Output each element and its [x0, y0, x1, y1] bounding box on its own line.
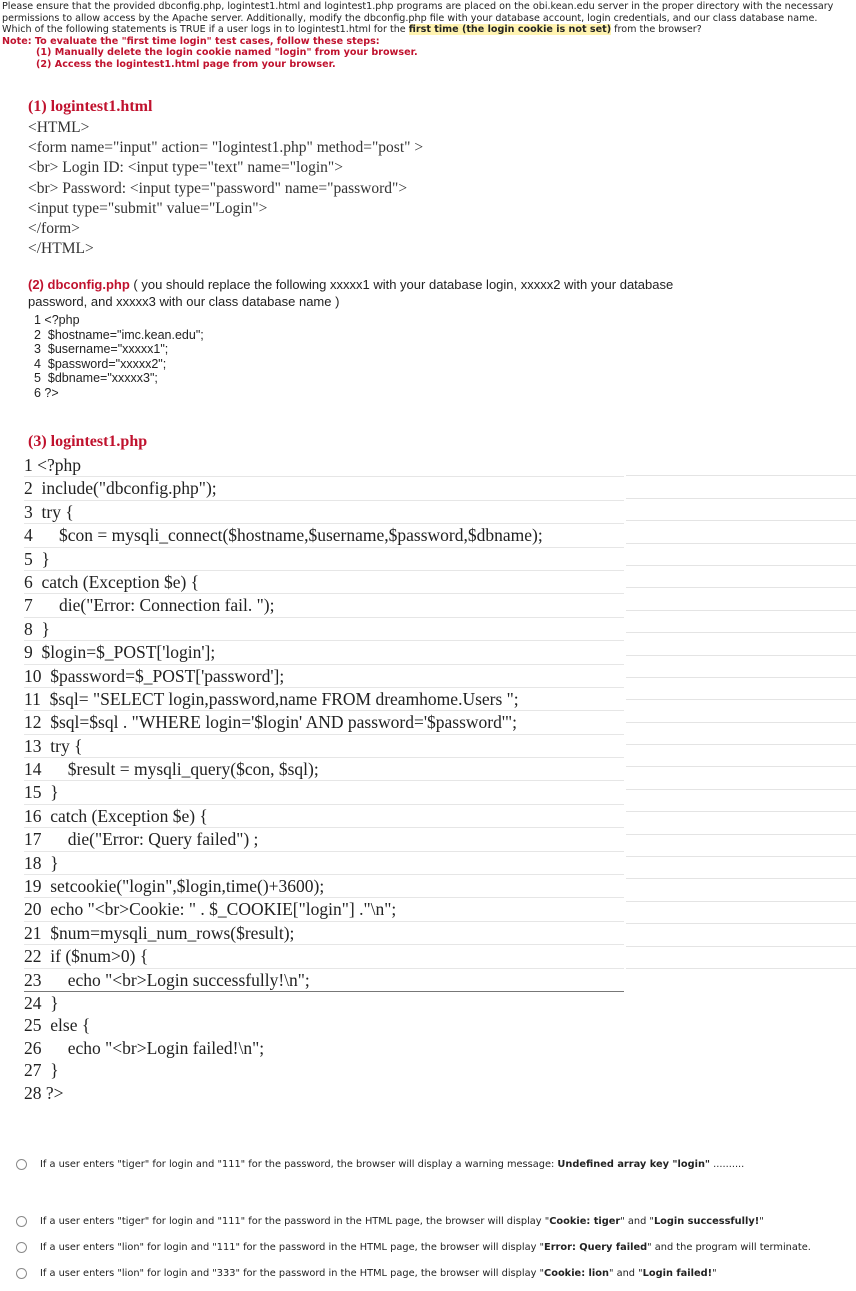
code-line: <br> Login ID: <input type="text" name="login">: [28, 159, 343, 177]
code-line: 13 try {: [24, 735, 624, 758]
code-line: 6 catch (Exception $e) {: [24, 571, 624, 594]
code-line: 26 echo "<br>Login failed!\n";: [24, 1037, 265, 1058]
code-line: 22 if ($num>0) {: [24, 945, 624, 968]
section-2-desc-1: ( you should replace the following xxxxx1 with your database login, xxxxx2 with your database: [129, 277, 674, 292]
code-line: 28 ?>: [24, 1082, 64, 1103]
code-line: 2 $hostname="imc.kean.edu";: [34, 327, 204, 342]
code-line: 20 echo "<br>Cookie: " . $_COOKIE["login"] ."\n";: [24, 898, 624, 921]
code-line: 1 <?php: [34, 313, 80, 327]
code-line: 5 }: [24, 548, 624, 571]
code-line: 23 echo "<br>Login successfully!\n";: [24, 969, 624, 992]
code-line: 25 else {: [24, 1015, 91, 1036]
code-line: 4 $con = mysqli_connect($hostname,$username,$password,$dbname);: [24, 524, 624, 547]
section-2-code: [34, 313, 204, 401]
code-line: </HTML>: [28, 240, 94, 258]
code-line: 24 }: [24, 992, 59, 1013]
answer-option-1[interactable]: [16, 1159, 744, 1170]
option-text: If a user enters "tiger" for login and "111" for the password in the HTML page, the browser will display "Cookie: tiger" and "Login successfully!": [40, 1216, 764, 1227]
radio-button[interactable]: [16, 1159, 27, 1170]
section-2-header: [28, 277, 828, 310]
code-line: <HTML>: [28, 119, 90, 136]
code-line: 27 }: [24, 1060, 59, 1081]
radio-button[interactable]: [16, 1216, 27, 1227]
code-line: 10 $password=$_POST['password'];: [24, 665, 624, 688]
code-line: <input type="submit" value="Login">: [28, 199, 268, 217]
answer-option-4[interactable]: [16, 1268, 717, 1279]
code-line: 12 $sql=$sql . "WHERE login='$login' AND password='$password'";: [24, 711, 624, 734]
section-3-code: [24, 454, 624, 1104]
intro-line-1: Please ensure that the provided dbconfig.php, logintest1.html and logintest1.php programs are placed on the obi.kean.edu server in the proper directory with the necessary: [2, 1, 834, 12]
section-1-title: (1) logintest1.html: [28, 98, 153, 115]
code-line: 9 $login=$_POST['login'];: [24, 641, 624, 664]
section-2-title: (2) dbconfig.php: [28, 277, 130, 292]
code-line: 18 }: [24, 852, 624, 875]
intro-line-2: permissions to allow access by the Apache server. Additionally, modify the dbconfig.php file with your database account, login credentials, and our class database name.: [2, 12, 818, 24]
code-line: 1 <?php: [24, 454, 624, 477]
code-line: 19 setcookie("login",$login,time()+3600);: [24, 875, 624, 898]
intro-step-1: (1) Manually delete the login cookie named "login" from your browser.: [36, 47, 418, 59]
section-1-code: [28, 118, 423, 259]
option-text: If a user enters "tiger" for login and "111" for the password, the browser will display a warning message: Undefined array key "login" ..........: [40, 1159, 745, 1170]
code-line: 3 try {: [24, 501, 624, 524]
answer-option-2[interactable]: [16, 1216, 764, 1227]
table-rule-lines: [626, 454, 856, 969]
code-line: 17 die("Error: Query failed") ;: [24, 828, 624, 851]
code-line: 15 }: [24, 781, 624, 804]
code-line: <br> Password: <input type="password" name="password">: [28, 179, 408, 197]
code-line: 8 }: [24, 618, 624, 641]
code-line: 6 ?>: [34, 385, 59, 400]
intro-highlight: first time (the login cookie is not set): [408, 24, 612, 36]
code-line: </form>: [28, 220, 80, 238]
code-line: <form name="input" action= "logintest1.php" method="post" >: [28, 139, 424, 157]
code-line: 7 die("Error: Connection fail. ");: [24, 594, 624, 617]
answer-option-3[interactable]: [16, 1242, 811, 1253]
option-text: If a user enters "lion" for login and "333" for the password in the HTML page, the browser will display "Cookie: lion" and "Login failed!": [40, 1268, 717, 1279]
code-line: 14 $result = mysqli_query($con, $sql);: [24, 758, 624, 781]
code-line: 5 $dbname="xxxxx3";: [34, 371, 158, 386]
code-line: 4 $password="xxxxx2";: [34, 356, 167, 371]
radio-button[interactable]: [16, 1242, 27, 1253]
code-line: 3 $username="xxxxx1";: [34, 342, 169, 357]
code-line: 21 $num=mysqli_num_rows($result);: [24, 922, 624, 945]
intro-step-2: (2) Access the logintest1.html page from your browser.: [36, 58, 336, 70]
section-2-desc-2: password, and xxxxx3 with our class database name ): [28, 293, 340, 309]
code-line: 11 $sql= "SELECT login,password,name FROM dreamhome.Users ";: [24, 688, 624, 711]
intro-line-3: Which of the following statements is TRUE if a user logs in to logintest1.html for the first time (the login cookie is not set) from the browser?: [2, 24, 702, 36]
code-line: 16 catch (Exception $e) {: [24, 805, 624, 828]
intro-note: Note: To evaluate the "first time login" test cases, follow these steps:: [2, 35, 380, 47]
question-intro: [2, 1, 852, 71]
section-3-title: (3) logintest1.php: [28, 433, 148, 450]
option-text: If a user enters "lion" for login and "111" for the password in the HTML page, the browser will display "Error: Query failed" and the program will terminate.: [40, 1242, 811, 1253]
radio-button[interactable]: [16, 1268, 27, 1279]
code-line: 2 include("dbconfig.php");: [24, 477, 624, 500]
